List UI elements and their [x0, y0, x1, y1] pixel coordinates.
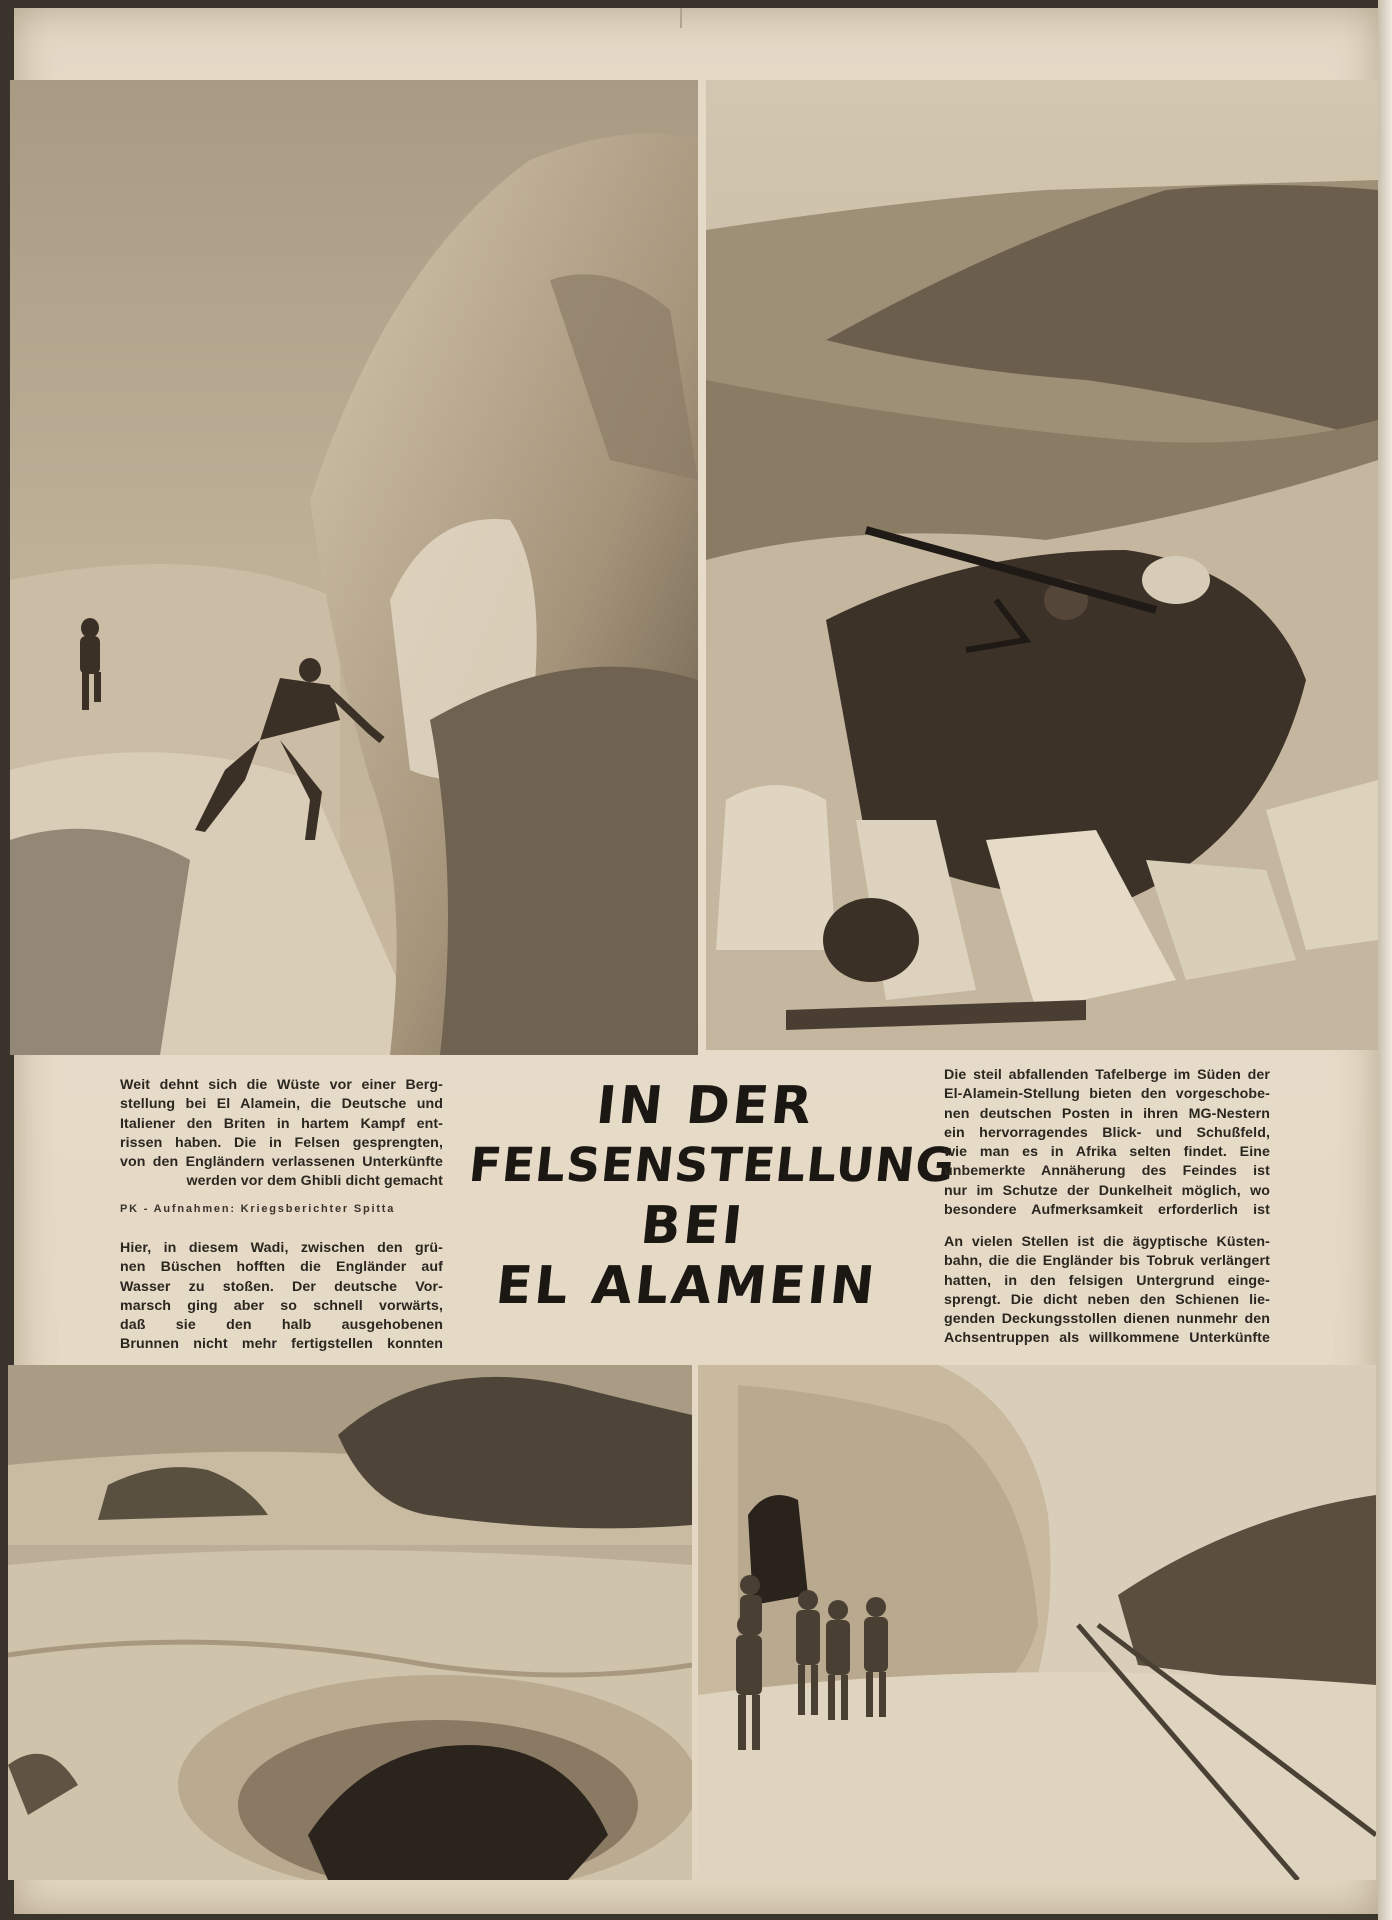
- photo-machine-gun-nest: [706, 80, 1378, 1050]
- caption-line: ein hervorragendes Blick- und Schußfeld,: [944, 1124, 1270, 1141]
- caption-line: Italiener den Briten in hartem Kampf ent-: [120, 1115, 443, 1132]
- caption-line: besondere Aufmerksamkeit erforderlich ist: [944, 1202, 1270, 1219]
- caption-desert-position: [120, 1076, 443, 1192]
- caption-line: El-Alamein-Stellung bieten den vorgeschobe-: [944, 1086, 1270, 1103]
- caption-line: Brunnen nicht mehr fertigstellen konnten: [120, 1336, 443, 1353]
- caption-line: rissen haben. Die in Felsen gesprengten,: [120, 1134, 443, 1151]
- headline-line: EL ALAMEIN: [493, 1256, 880, 1316]
- caption-line: nen deutschen Posten in ihren MG-Nestern: [944, 1105, 1270, 1122]
- caption-line: genden Deckungsstollen dienen nunmehr den: [944, 1311, 1270, 1328]
- caption-wadi: [120, 1239, 443, 1355]
- caption-table-mountains: [944, 1066, 1270, 1220]
- caption-line: Die steil abfallenden Tafelberge im Süden der: [944, 1067, 1270, 1083]
- headline-line: IN DER: [593, 1076, 818, 1136]
- caption-line: marsch ging aber so schnell vorwärts,: [120, 1297, 443, 1314]
- caption-line: hatten, in den felsigen Untergrund einge-: [944, 1272, 1270, 1289]
- caption-line: Achsentruppen als willkommene Unterkünfte: [944, 1330, 1270, 1347]
- caption-line: Wasser zu stoßen. Der deutsche Vor-: [120, 1278, 443, 1295]
- caption-line: von den Engländern verlassenen Unterkünfte: [120, 1154, 443, 1171]
- caption-line: unbemerkte Annäherung des Feindes ist: [944, 1163, 1270, 1180]
- caption-line: daß sie den halb ausgehobenen: [120, 1317, 443, 1334]
- caption-line: Weit dehnt sich die Wüste vor einer Berg-: [120, 1077, 443, 1093]
- headline: [453, 1076, 958, 1316]
- caption-line: stellung bei El Alamein, die Deutsche und: [120, 1096, 443, 1113]
- caption-line: nen Büschen hofften die Engländer auf: [120, 1259, 443, 1276]
- caption-line: Hier, in diesem Wadi, zwischen den grü-: [120, 1240, 443, 1256]
- photo-rock-position: [10, 80, 698, 1055]
- photo-wadi-well: [8, 1365, 692, 1880]
- headline-line: FELSENSTELLUNG: [466, 1138, 958, 1193]
- caption-line: bahn, die die Engländer bis Tobruk verlängert: [944, 1253, 1270, 1270]
- headline-line: BEI: [637, 1196, 748, 1256]
- caption-line: An vielen Stellen ist die ägyptische Küsten-: [944, 1234, 1270, 1250]
- caption-line: nur im Schutze der Dunkelheit möglich, wo: [944, 1182, 1270, 1199]
- caption-line: wie man es in Afrika selten findet. Eine: [944, 1144, 1270, 1161]
- photo-railway-shelters: [698, 1365, 1376, 1880]
- caption-coastal-railway: [944, 1233, 1270, 1349]
- photo-credit: PK - Aufnahmen: Kriegsberichter Spitta: [120, 1203, 396, 1215]
- page-edge: [1378, 0, 1392, 1920]
- caption-line: sprengt. Die dicht neben den Schienen lie-: [944, 1291, 1270, 1308]
- caption-line: werden vor dem Ghibli dicht gemacht: [186, 1173, 443, 1190]
- fold-mark: [680, 8, 682, 28]
